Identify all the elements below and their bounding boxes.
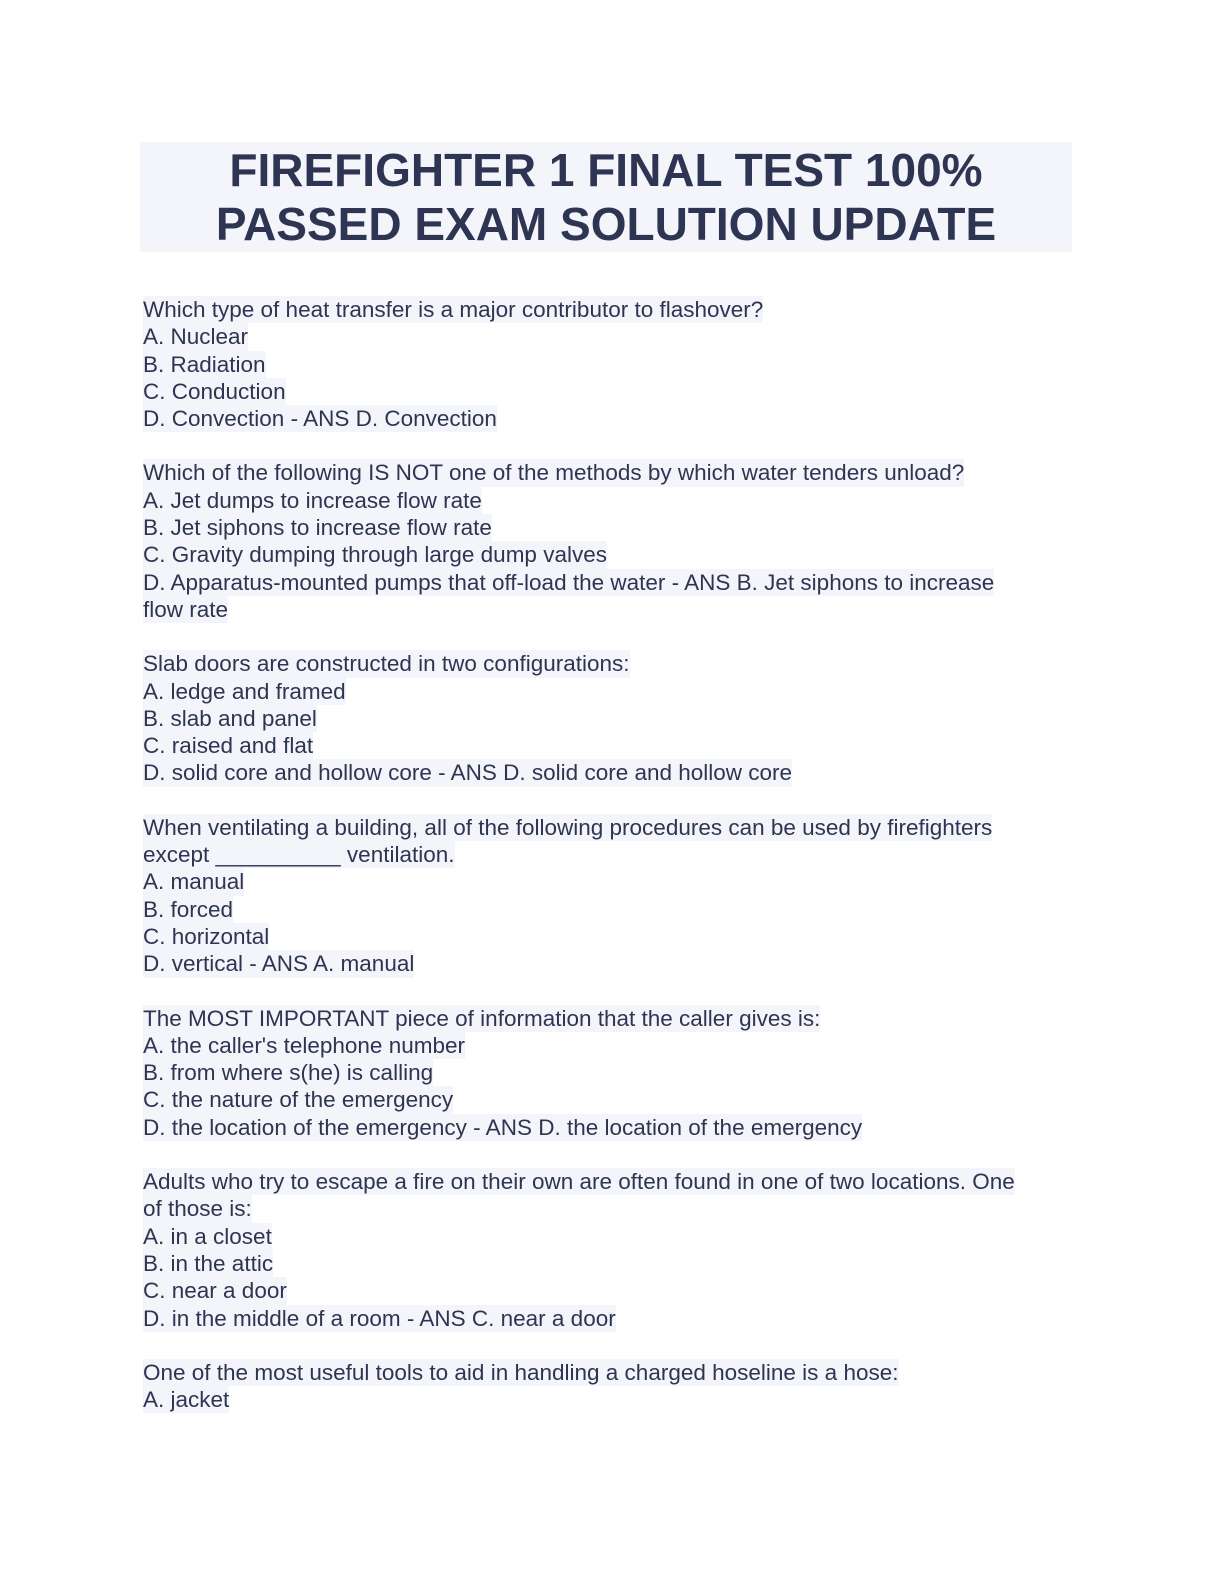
question-1	[143, 296, 1073, 432]
option-d-with-answer: D. Convection - ANS D. Convection	[143, 406, 497, 432]
option-c: C. near a door	[143, 1278, 287, 1304]
question-4	[143, 814, 1073, 978]
option-a: A. manual	[143, 869, 245, 895]
question-text-continuation: of those is:	[143, 1196, 252, 1222]
question-5	[143, 1005, 1073, 1141]
option-a: A. jacket	[143, 1387, 230, 1413]
option-d-with-answer: D. in the middle of a room - ANS C. near a door	[143, 1305, 616, 1331]
option-b: B. forced	[143, 896, 234, 922]
question-6	[143, 1168, 1073, 1332]
option-c: C. Gravity dumping through large dump valves	[143, 542, 607, 568]
answer-continuation: flow rate	[143, 596, 229, 622]
option-a: A. Nuclear	[143, 324, 249, 350]
option-a: A. Jet dumps to increase flow rate	[143, 487, 482, 513]
document-title	[140, 142, 1072, 252]
option-b: B. Radiation	[143, 351, 266, 377]
question-text: Which of the following IS NOT one of the methods by which water tenders unload?	[143, 460, 965, 486]
question-text: One of the most useful tools to aid in handling a charged hoseline is a hose:	[143, 1359, 899, 1385]
option-b: B. in the attic	[143, 1250, 274, 1276]
question-text: Which type of heat transfer is a major contributor to flashover?	[143, 297, 764, 322]
question-2	[143, 459, 1073, 623]
option-d-with-answer: D. Apparatus-mounted pumps that off-load the water - ANS B. Jet siphons to increase	[143, 569, 995, 595]
option-b: B. Jet siphons to increase flow rate	[143, 515, 492, 541]
title-line-2: PASSED EXAM SOLUTION UPDATE	[215, 198, 997, 250]
option-c: C. the nature of the emergency	[143, 1087, 454, 1113]
option-d-with-answer: D. the location of the emergency - ANS D. the location of the emergency	[143, 1114, 863, 1140]
option-a: A. ledge and framed	[143, 678, 346, 704]
question-list	[143, 296, 1073, 1440]
option-a: A. in a closet	[143, 1223, 272, 1249]
question-text: Slab doors are constructed in two configurations:	[143, 651, 630, 677]
option-d-with-answer: D. solid core and hollow core - ANS D. solid core and hollow core	[143, 760, 793, 786]
question-3	[143, 650, 1073, 786]
option-c: C. Conduction	[143, 378, 286, 404]
option-b: B. slab and panel	[143, 705, 317, 731]
question-text: The MOST IMPORTANT piece of information that the caller gives is:	[143, 1005, 821, 1031]
option-a: A. the caller's telephone number	[143, 1032, 465, 1058]
question-text: Adults who try to escape a fire on their own are often found in one of two locations. One	[143, 1169, 1015, 1195]
question-7	[143, 1359, 1073, 1414]
question-text-continuation: except __________ ventilation.	[143, 842, 455, 868]
option-c: C. raised and flat	[143, 733, 314, 759]
option-c: C. horizontal	[143, 923, 270, 949]
question-text: When ventilating a building, all of the following procedures can be used by firefighters	[143, 814, 993, 840]
option-d-with-answer: D. vertical - ANS A. manual	[143, 951, 415, 977]
title-line-1: FIREFIGHTER 1 FINAL TEST 100%	[229, 144, 983, 196]
option-b: B. from where s(he) is calling	[143, 1060, 434, 1086]
